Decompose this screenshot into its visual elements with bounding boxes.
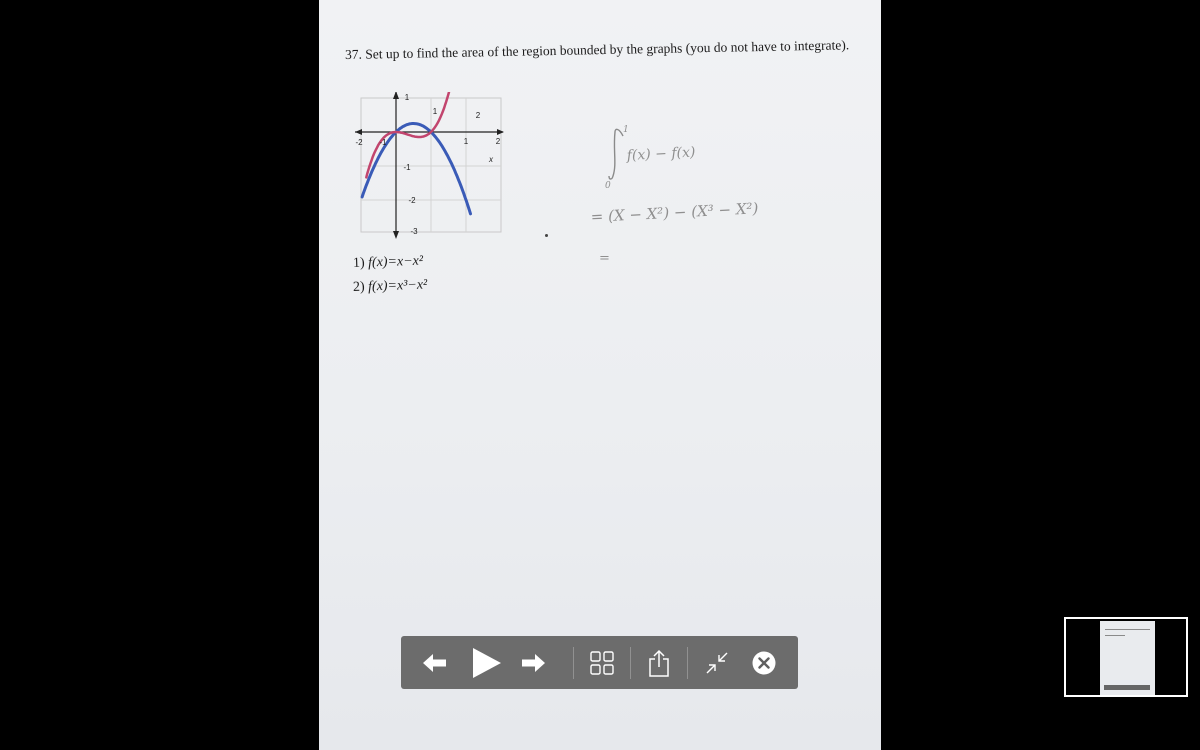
integrand: f(x) − f(x) [626,144,696,164]
arrow-left-icon [421,653,447,673]
x-tick-1: 1 [463,137,469,146]
slideshow-toolbar [401,636,798,689]
handwritten-line-2: = (X − X²) − (X³ − X²) [590,199,759,226]
thumbnail-toolbar [1104,685,1150,690]
y-tick-neg1: -1 [403,163,411,172]
function-1-label: 1) [352,255,365,271]
y-tick-neg2: -2 [408,196,416,205]
integral-upper-limit: 1 [623,125,629,135]
handwritten-line-3: = [599,251,610,266]
x-tick-2: 2 [495,137,501,146]
function-2 [353,277,428,296]
share-icon [648,649,670,677]
previous-button[interactable] [415,643,453,683]
exit-fullscreen-button[interactable] [698,643,736,683]
thumbnail-text-line [1105,629,1150,630]
handwritten-work [587,120,817,270]
play-icon [472,647,502,679]
toolbar-divider [573,647,574,679]
pencil-mark [545,234,548,237]
function-2-expression: f(x)=x³−x² [367,277,428,295]
grid-icon [590,651,614,675]
y-tick-1: 1 [404,93,410,102]
close-icon [752,651,776,675]
arrow-right-icon [521,653,547,673]
function-graph [355,92,505,240]
toolbar-divider [630,647,631,679]
x-tick-neg2: -2 [355,138,363,147]
x-tick-neg1: -1 [379,138,387,147]
close-button[interactable] [744,643,784,683]
page-thumbnail[interactable] [1064,617,1188,697]
grid-view-button[interactable] [584,643,620,683]
play-button[interactable] [465,643,509,683]
integral-lower-limit: 0 [605,181,611,191]
thumbnail-text-line [1105,635,1125,636]
function-1-expression: f(x)=x−x² [367,253,424,271]
top-marker-1: 1 [432,107,438,116]
thumbnail-page [1100,621,1155,695]
y-tick-neg3: -3 [410,227,418,236]
toolbar-divider [687,647,688,679]
shrink-icon [704,650,730,676]
next-button[interactable] [515,643,553,683]
x-axis-label: x [489,155,493,164]
function-2-label: 2) [352,279,365,295]
problem-title: 37. Set up to find the area of the region bounded by the graphs (you do not have to integrate). [344,37,850,62]
share-button[interactable] [641,643,677,683]
top-marker-2: 2 [475,111,481,120]
function-1 [353,254,424,272]
